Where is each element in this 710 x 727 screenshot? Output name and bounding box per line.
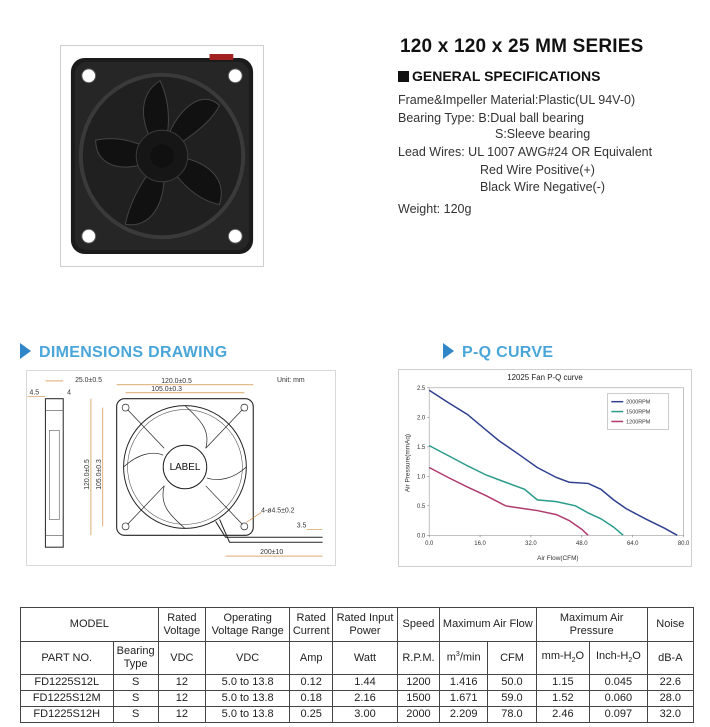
dim-hole-spacing: 105.0±0.3 <box>151 385 182 393</box>
th-operating-voltage: Operating Voltage Range <box>206 608 290 642</box>
dim-holes: 4-ø4.5±0.2 <box>261 507 295 515</box>
th-max-air-flow: Maximum Air Flow <box>440 608 537 642</box>
spec-table <box>20 607 694 723</box>
th-speed: Speed <box>397 608 439 642</box>
table-cell: 1500 <box>397 691 439 707</box>
th-part-no: PART NO. <box>21 642 114 675</box>
th-rated-input-power: Rated Input Power <box>333 608 398 642</box>
y-tick-label: 0.0 <box>416 533 426 540</box>
square-bullet-icon <box>398 71 409 82</box>
th-unit-dba: dB-A <box>647 642 693 675</box>
table-cell: 5.0 to 13.8 <box>206 691 290 707</box>
table-cell: 3.00 <box>333 707 398 723</box>
table-cell: 12 <box>158 707 205 723</box>
th-unit-m3min: $m^3/\min$ <box>440 642 488 675</box>
x-tick-label: 32.0 <box>525 541 537 548</box>
triangle-bullet-icon <box>20 343 31 359</box>
x-tick-label: 80.0 <box>677 541 690 548</box>
table-cell: 2.209 <box>440 707 488 723</box>
th-bearing-type: Bearing Type <box>113 642 158 675</box>
x-tick-label: 16.0 <box>474 541 486 548</box>
legend-label: 1200RPM <box>626 419 651 426</box>
chart-y-axis-label: Air Pressure(mmAq) <box>404 433 412 493</box>
chart-x-axis-label: Air Flow(CFM) <box>537 555 579 563</box>
th-unit-vdc: VDC <box>158 642 205 675</box>
dim-side-b: 4 <box>67 389 72 397</box>
table-header-row <box>21 608 694 642</box>
th-unit-rpm: R.P.M. <box>397 642 439 675</box>
table-cell: 1.52 <box>536 691 589 707</box>
table-cell: S <box>113 675 158 691</box>
spec-bearing: Bearing Type: B:Dual ball bearing <box>398 111 584 125</box>
y-tick-label: 1.0 <box>416 474 426 481</box>
triangle-bullet-icon <box>443 343 454 359</box>
table-cell: 0.045 <box>590 675 648 691</box>
table-cell: 0.097 <box>590 707 648 723</box>
unit-label: Unit: mm <box>277 376 305 384</box>
table-cell: 0.060 <box>590 691 648 707</box>
page-title: 120 x 120 x 25 MM SERIES <box>400 36 644 57</box>
chart-legend <box>607 394 668 430</box>
x-tick-label: 48.0 <box>576 541 588 548</box>
table-cell: 1200 <box>397 675 439 691</box>
pq-chart-svg <box>399 370 691 566</box>
th-unit-cfm: CFM <box>488 642 536 675</box>
th-rated-current: Rated Current <box>290 608 333 642</box>
chart-title: 12025 Fan P-Q curve <box>507 372 583 382</box>
spec-red-wire: Red Wire Positive(+) <box>480 163 595 177</box>
pq-curve-heading: P-Q CURVE <box>443 343 553 362</box>
spec-lead-wires: Lead Wires: UL 1007 AWG#24 OR Equivalent <box>398 145 653 159</box>
x-tick-label: 64.0 <box>626 541 639 548</box>
y-tick-label: 0.5 <box>416 503 426 510</box>
th-unit-inchh2o: Inch-$H_2O$ <box>590 642 648 675</box>
th-max-air-pressure: Maximum Air Pressure <box>536 608 647 642</box>
dim-width: 120.0±0.5 <box>161 377 192 385</box>
spec-bearing-sleeve: S:Sleeve bearing <box>495 127 591 141</box>
table-cell: FD1225S12H <box>21 707 114 723</box>
dim-wire-length: 200±10 <box>260 549 284 557</box>
table-row <box>21 675 694 691</box>
dim-height: 120.0±0.5 <box>83 459 91 490</box>
general-specifications-heading: GENERAL SPECIFICATIONS <box>398 68 601 84</box>
dim-hole-spacing-vertical: 105.0±0.3 <box>95 459 103 490</box>
table-cell: 59.0 <box>488 691 536 707</box>
table-cell: 1.416 <box>440 675 488 691</box>
table-cell: S <box>113 691 158 707</box>
table-cell: 50.0 <box>488 675 536 691</box>
th-model: MODEL <box>21 608 159 642</box>
table-unit-row <box>21 642 694 675</box>
pq-chart <box>398 369 692 567</box>
spec-weight: Weight: 120g <box>398 202 472 216</box>
table-cell: 22.6 <box>647 675 693 691</box>
dim-side-a: 4.5 <box>29 389 40 397</box>
table-row <box>21 707 694 723</box>
table-cell: 32.0 <box>647 707 693 723</box>
th-rated-voltage: Rated Voltage <box>158 608 205 642</box>
y-tick-label: 1.5 <box>416 444 426 451</box>
dim-thickness: 25.0±0.5 <box>75 376 102 384</box>
table-cell: 1.671 <box>440 691 488 707</box>
table-row <box>21 691 694 707</box>
th-unit-mmh2o: $mm-H_2O$ <box>536 642 589 675</box>
table-cell: S <box>113 707 158 723</box>
spec-material: Frame&Impeller Material:Plastic(UL 94V-0) <box>398 93 636 107</box>
table-cell: FD1225S12L <box>21 675 114 691</box>
table-cell: 0.25 <box>290 707 333 723</box>
legend-label: 2000RPM <box>626 399 651 406</box>
table-cell: 12 <box>158 675 205 691</box>
th-noise: Noise <box>647 608 693 642</box>
dimensions-svg <box>27 371 335 565</box>
table-cell: 0.12 <box>290 675 333 691</box>
th-unit-watt: Watt <box>333 642 398 675</box>
table-cell: 2000 <box>397 707 439 723</box>
dim-wire-strip: 3.5 <box>296 522 307 530</box>
dimensions-drawing <box>26 370 336 566</box>
table-cell: 1.44 <box>333 675 398 691</box>
table-cell: 28.0 <box>647 691 693 707</box>
drawing-label: LABEL <box>169 461 201 473</box>
y-tick-label: 2.0 <box>416 415 426 422</box>
table-body <box>21 675 694 723</box>
th-unit-amp: Amp <box>290 642 333 675</box>
th-unit-vdc-range: VDC <box>206 642 290 675</box>
y-tick-label: 2.5 <box>416 385 426 392</box>
table-cell: 12 <box>158 691 205 707</box>
table-cell: 1.15 <box>536 675 589 691</box>
table-cell: 5.0 to 13.8 <box>206 675 290 691</box>
fan-image <box>61 46 263 266</box>
legend-label: 1500RPM <box>626 409 651 416</box>
x-tick-label: 0.0 <box>425 541 434 548</box>
spec-black-wire: Black Wire Negative(-) <box>480 180 606 194</box>
series-line-1200rpm <box>429 468 588 536</box>
table-cell: 2.16 <box>333 691 398 707</box>
table-cell: 5.0 to 13.8 <box>206 707 290 723</box>
table-cell: 78.0 <box>488 707 536 723</box>
dimensions-drawing-heading: DIMENSIONS DRAWING <box>20 343 228 362</box>
table-cell: FD1225S12M <box>21 691 114 707</box>
fan-photo <box>60 45 264 267</box>
table-cell: 0.18 <box>290 691 333 707</box>
table-cell: 2.46 <box>536 707 589 723</box>
